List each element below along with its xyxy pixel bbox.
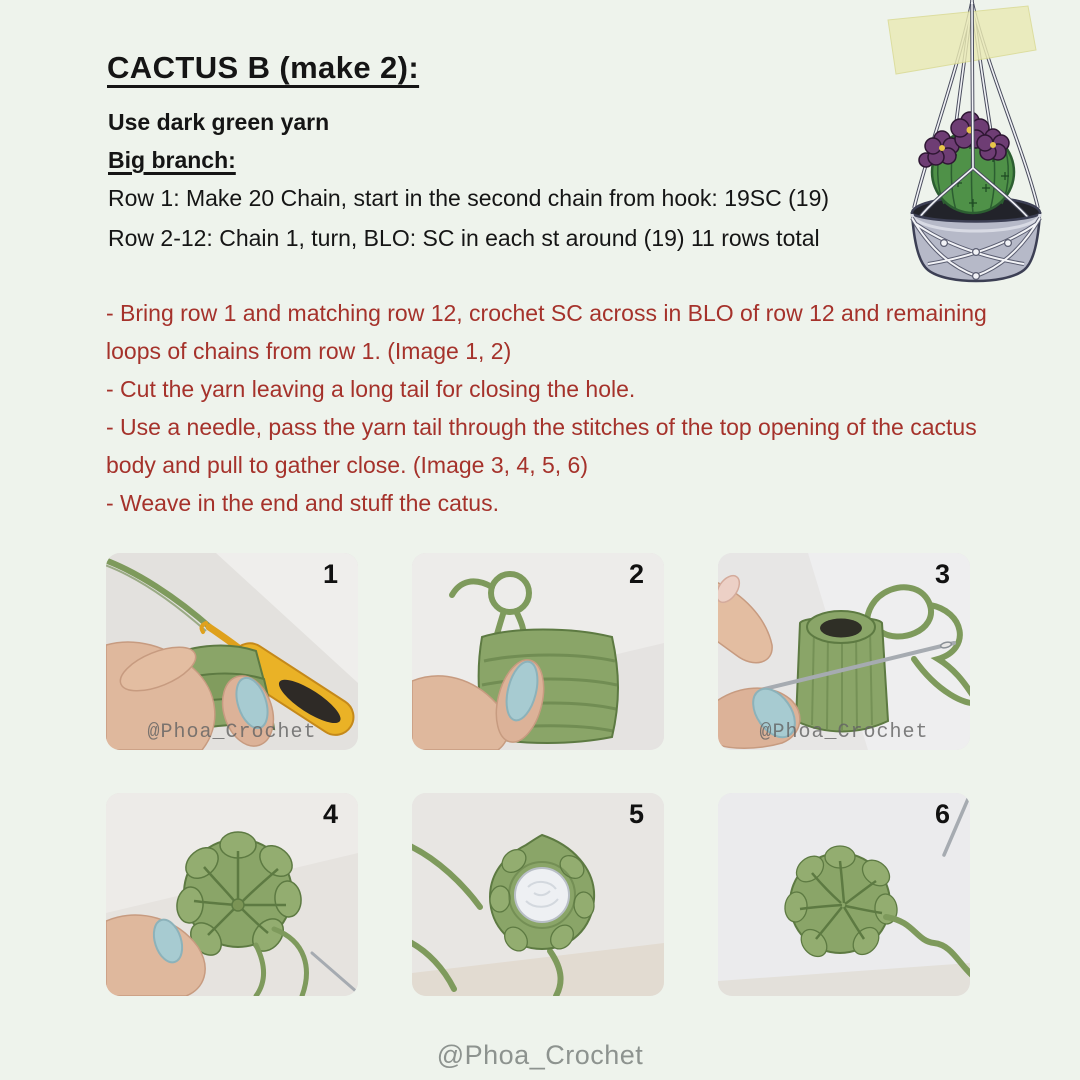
photo-number: 3 — [934, 559, 950, 589]
photo-5-art — [412, 793, 664, 996]
section-label: Big branch: — [108, 147, 236, 173]
photo-watermark: @Phoa_Crochet — [147, 721, 317, 744]
footer-watermark: @Phoa_Crochet — [436, 1040, 644, 1070]
step-photo-3 — [718, 553, 970, 750]
hanging-cactus-illustration — [858, 0, 1080, 300]
photo-number: 1 — [322, 559, 338, 589]
step-photo-1 — [106, 553, 358, 750]
step-photo-4 — [106, 793, 358, 996]
step-photo-5 — [412, 793, 664, 996]
photo-number: 6 — [934, 799, 950, 829]
finishing-steps — [106, 294, 1008, 522]
page-title: CACTUS B (make 2): — [107, 50, 420, 85]
washi-tape — [888, 6, 1036, 74]
step-photo-6 — [718, 793, 970, 996]
photo-2-art — [412, 553, 664, 750]
finishing-step: - Use a needle, pass the yarn tail through the stitches of the top opening of the cactus body and pull to gather close. (Image 3, 4, 5, 6) — [106, 414, 977, 478]
finishing-step: - Bring row 1 and matching row 12, crochet SC across in BLO of row 12 and remaining loops of chains from row 1. (Image 1, 2) — [106, 300, 987, 364]
photo-6-art — [718, 793, 970, 996]
finishing-step: - Weave in the end and stuff the catus. — [106, 490, 499, 516]
step-photo-2 — [412, 553, 664, 750]
row-instruction-1: Row 1: Make 20 Chain, start in the second chain from hook: 19SC (19) — [108, 185, 830, 211]
finishing-step: - Cut the yarn leaving a long tail for closing the hole. — [106, 376, 636, 402]
row-instruction-2: Row 2-12: Chain 1, turn, BLO: SC in each st around (19) 11 rows total — [108, 225, 820, 251]
photo-watermark: @Phoa_Crochet — [759, 721, 929, 744]
yarn-note: Use dark green yarn — [108, 109, 330, 135]
photo-number: 4 — [322, 799, 338, 829]
photo-number: 2 — [628, 559, 644, 589]
photo-4-art — [106, 793, 358, 996]
photo-number: 5 — [628, 799, 644, 829]
hanging-cactus-art — [858, 0, 1080, 300]
